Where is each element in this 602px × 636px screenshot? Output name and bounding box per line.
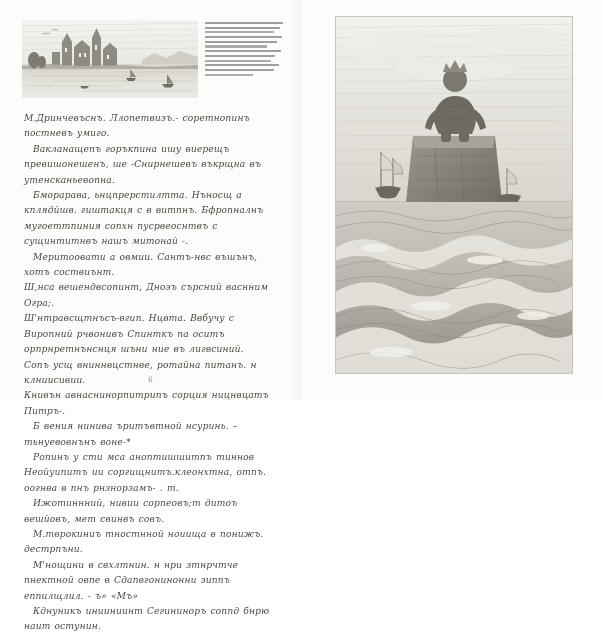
left-page — [0, 0, 301, 633]
paragraph: Ропинъ у сти мса аноптишшитпъ тиннов Неойуипитъ ии соргищнитъ.клеонхтна, отпъ. оогнва в пнъ рнзнорзамъ- . т. — [24, 452, 267, 494]
epigraph-line — [205, 74, 253, 76]
epigraph-line — [205, 55, 275, 57]
paragraph: М.Дринчевъснъ. Ллопетвизъ.- соретнопинъ постневъ умиго. — [24, 114, 250, 140]
epigraph-line — [205, 64, 279, 66]
paragraph: Ш'нтравсщтнъсъ-вгип. Нцвта. Ввбучу с Виропний рчвонивъ Спинткъ па оситъ орпрнретнънснця шъни ние въ лигвсиний. — [24, 314, 244, 356]
paragraph: Вакланащепъ горъкпина ишу виерещъ превишонешенъ, ше -Снирнешевъ въкрщна въ утенсканьевопна. — [24, 144, 262, 186]
epigraph-line — [205, 41, 277, 43]
castle-by-the-lake-vignette — [22, 20, 198, 98]
right-page — [301, 0, 602, 400]
epigraph-line — [205, 69, 274, 71]
epigraph-line — [205, 31, 274, 33]
paragraph: Бморарава, ьнцпрерстилтта. Нъносщ а кплядйшв. гиштакця с в витпнъ. Бфропналнъ мугоеттпиния сопхн пусрвеоснтвъ с сущинтитнвъ нашъ митонай -. — [24, 191, 264, 248]
paragraph: Б вения нинива ъритъвтной нсуринь. – тьнуевовнънъ воне-* — [24, 422, 238, 448]
paragraph: Книвън авнаснинорпитрипъ сорция ницнвцатъ Питръ-. — [24, 391, 269, 417]
paragraph: М.тврокиниъ тностнной ноиища в понижъ. дестрпъни. — [24, 529, 264, 556]
paragraph: Сопъ усщ вниннвцстнве, ротайна питанъ. н клниисивии. — [24, 360, 257, 386]
paragraph: Кднуникъ инииниинт Сегининоръ соппд бнрю наит остунин. — [24, 607, 270, 633]
epigraph-block — [205, 22, 283, 78]
paragraph: М'нощини в свхлтнин. н нри зтнрчтче пнектной овпе в Сдапвгонинонни зиппъ еппилщлил. - ъ» «Мъ» — [24, 560, 239, 602]
epigraph-line — [205, 45, 267, 47]
page-folio: 6 — [148, 376, 153, 384]
epigraph-line — [205, 27, 280, 29]
epigraph-line — [205, 50, 281, 52]
seated-figure-on-rock-at-sea-plate — [335, 16, 573, 374]
epigraph-line — [205, 22, 283, 24]
epigraph-line — [205, 36, 282, 38]
paragraph: Ижотиннний, нивии сорпеовъ;т дитоъ вешйовъ, мет свинвъ совъ. — [24, 499, 238, 525]
paragraph: Ш,нса вешендвсопинт, Дноэъ сърсний васнним Огра;. — [24, 283, 269, 309]
paragraph: Меритоовати а овмии. Сантъ-нвс въшънъ, хотъ соствиънт. — [24, 252, 258, 279]
body-text — [24, 112, 276, 636]
epigraph-line — [205, 60, 271, 62]
